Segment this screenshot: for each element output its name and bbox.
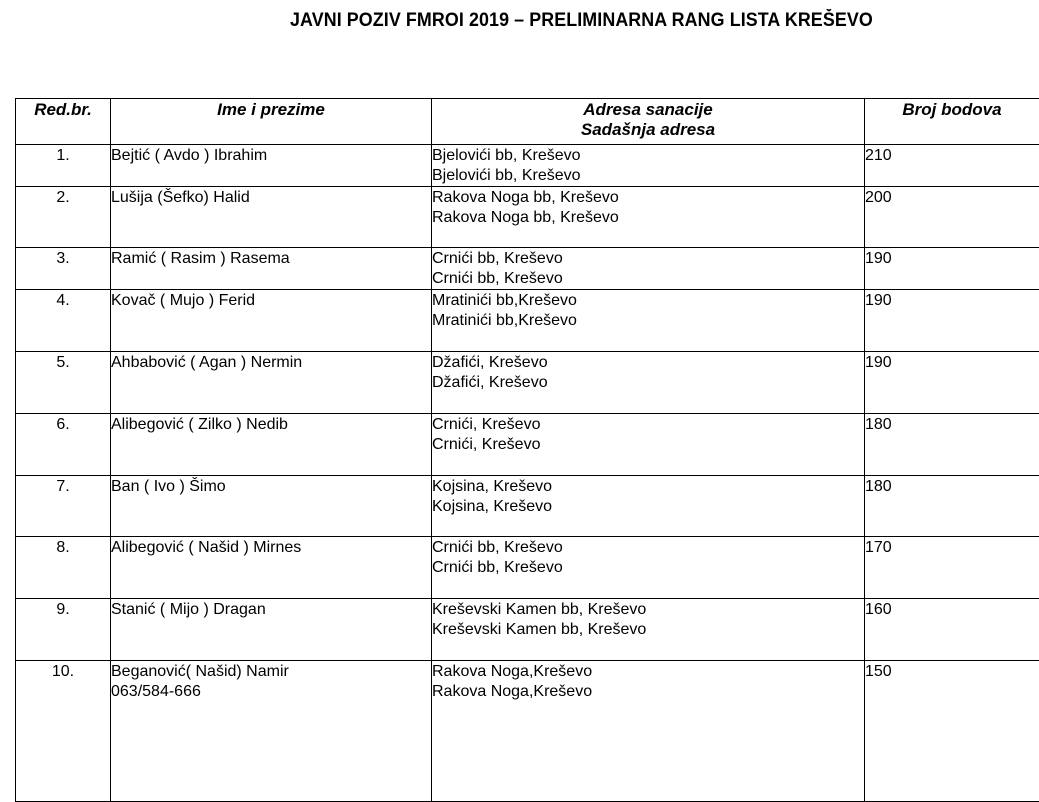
name-text: Alibegović ( Zilko ) Nedib bbox=[111, 415, 431, 435]
header-address-repair: Adresa sanacije bbox=[432, 100, 864, 120]
row-points: 160 bbox=[865, 599, 1039, 661]
row-points: 150 bbox=[865, 661, 1039, 802]
row-number: 7. bbox=[16, 476, 111, 537]
row-name bbox=[111, 248, 432, 290]
row-name bbox=[111, 414, 432, 476]
address-current: Bjelovići bb, Kreševo bbox=[432, 166, 864, 186]
row-name bbox=[111, 476, 432, 537]
address-current: Rakova Noga,Kreševo bbox=[432, 682, 864, 702]
name-text: Beganović( Našid) Namir bbox=[111, 662, 431, 682]
address-current: Kreševski Kamen bb, Kreševo bbox=[432, 620, 864, 640]
header-address bbox=[432, 99, 865, 145]
name-text: Stanić ( Mijo ) Dragan bbox=[111, 600, 431, 620]
row-name bbox=[111, 599, 432, 661]
name-text: Ramić ( Rasim ) Rasema bbox=[111, 249, 431, 269]
header-name: Ime i prezime bbox=[111, 99, 432, 145]
table-row bbox=[16, 414, 1039, 476]
row-number: 5. bbox=[16, 352, 111, 414]
row-number: 2. bbox=[16, 187, 111, 248]
row-number: 10. bbox=[16, 661, 111, 802]
row-points: 190 bbox=[865, 248, 1039, 290]
row-name bbox=[111, 187, 432, 248]
row-points: 190 bbox=[865, 290, 1039, 352]
row-address bbox=[432, 599, 865, 661]
header-address-current: Sadašnja adresa bbox=[432, 120, 864, 140]
table-row bbox=[16, 290, 1039, 352]
row-points: 180 bbox=[865, 414, 1039, 476]
address-repair: Bjelovići bb, Kreševo bbox=[432, 146, 864, 166]
row-name bbox=[111, 352, 432, 414]
row-address bbox=[432, 290, 865, 352]
address-repair: Crnići bb, Kreševo bbox=[432, 538, 864, 558]
address-current: Crnići, Kreševo bbox=[432, 435, 864, 455]
row-address bbox=[432, 248, 865, 290]
table-row bbox=[16, 187, 1039, 248]
row-name bbox=[111, 290, 432, 352]
address-current: Crnići bb, Kreševo bbox=[432, 558, 864, 578]
row-address bbox=[432, 187, 865, 248]
row-number: 4. bbox=[16, 290, 111, 352]
address-current: Rakova Noga bb, Kreševo bbox=[432, 208, 864, 228]
row-name bbox=[111, 145, 432, 187]
table-row bbox=[16, 599, 1039, 661]
ranking-table bbox=[15, 98, 1039, 802]
table-row bbox=[16, 537, 1039, 599]
address-current: Kojsina, Kreševo bbox=[432, 497, 864, 517]
address-repair: Mratinići bb,Kreševo bbox=[432, 291, 864, 311]
address-current: Crnići bb, Kreševo bbox=[432, 269, 864, 289]
row-address bbox=[432, 352, 865, 414]
row-name bbox=[111, 661, 432, 802]
row-points: 170 bbox=[865, 537, 1039, 599]
table-row bbox=[16, 476, 1039, 537]
name-text: Bejtić ( Avdo ) Ibrahim bbox=[111, 146, 431, 166]
address-repair: Crnići, Kreševo bbox=[432, 415, 864, 435]
row-name bbox=[111, 537, 432, 599]
table-header-row bbox=[16, 99, 1039, 145]
address-current: Džafići, Kreševo bbox=[432, 373, 864, 393]
name-text: Ban ( Ivo ) Šimo bbox=[111, 477, 431, 497]
row-number: 8. bbox=[16, 537, 111, 599]
address-repair: Džafići, Kreševo bbox=[432, 353, 864, 373]
row-address bbox=[432, 476, 865, 537]
row-address bbox=[432, 661, 865, 802]
name-text: Kovač ( Mujo ) Ferid bbox=[111, 291, 431, 311]
row-address bbox=[432, 414, 865, 476]
header-points: Broj bodova bbox=[865, 99, 1039, 145]
table-row bbox=[16, 661, 1039, 802]
row-points: 200 bbox=[865, 187, 1039, 248]
phone-number: 063/584-666 bbox=[111, 682, 431, 702]
address-repair: Kojsina, Kreševo bbox=[432, 477, 864, 497]
row-points: 190 bbox=[865, 352, 1039, 414]
row-number: 3. bbox=[16, 248, 111, 290]
name-text: Alibegović ( Našid ) Mirnes bbox=[111, 538, 431, 558]
address-current: Mratinići bb,Kreševo bbox=[432, 311, 864, 331]
row-number: 6. bbox=[16, 414, 111, 476]
document-title: JAVNI POZIV FMROI 2019 – PRELIMINARNA RANG LISTA KREŠEVO bbox=[290, 10, 948, 32]
row-number: 1. bbox=[16, 145, 111, 187]
header-number: Red.br. bbox=[16, 99, 111, 145]
address-repair: Rakova Noga,Kreševo bbox=[432, 662, 864, 682]
address-repair: Kreševski Kamen bb, Kreševo bbox=[432, 600, 864, 620]
row-address bbox=[432, 537, 865, 599]
row-number: 9. bbox=[16, 599, 111, 661]
row-address bbox=[432, 145, 865, 187]
row-points: 180 bbox=[865, 476, 1039, 537]
name-text: Ahbabović ( Agan ) Nermin bbox=[111, 353, 431, 373]
table-row bbox=[16, 145, 1039, 187]
table-row bbox=[16, 352, 1039, 414]
name-text: Lušija (Šefko) Halid bbox=[111, 188, 431, 208]
address-repair: Rakova Noga bb, Kreševo bbox=[432, 188, 864, 208]
address-repair: Crnići bb, Kreševo bbox=[432, 249, 864, 269]
row-points: 210 bbox=[865, 145, 1039, 187]
table-row bbox=[16, 248, 1039, 290]
